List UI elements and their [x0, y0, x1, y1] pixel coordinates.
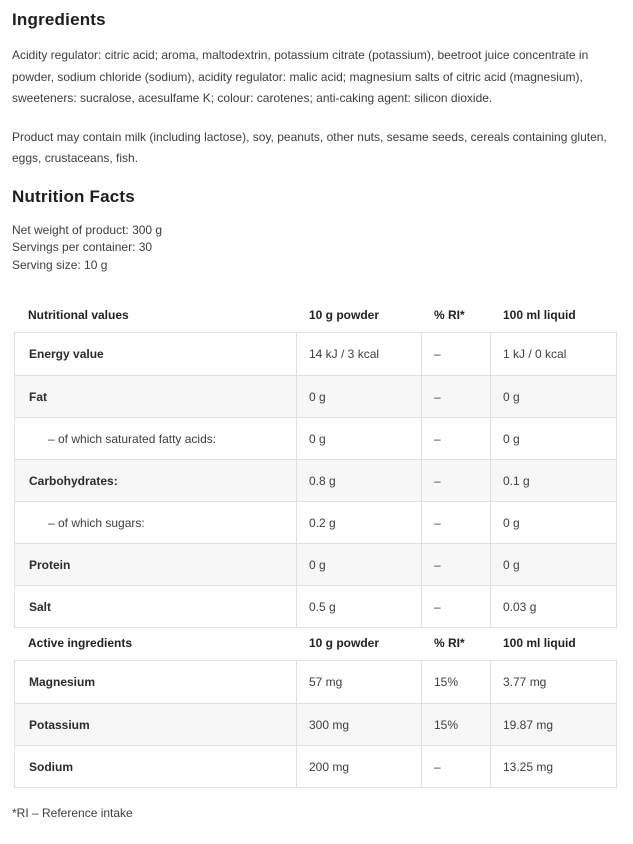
table-row: [15, 745, 616, 787]
nutritional-values-body: [14, 332, 617, 628]
row-liquid-value: 0.03 g: [503, 599, 537, 614]
reference-intake-footnote: *RI – Reference intake: [12, 806, 133, 820]
row-label: Carbohydrates:: [15, 460, 297, 501]
row-ri-value: –: [422, 460, 491, 501]
row-label: Magnesium: [15, 661, 297, 703]
row-liquid-value: 13.25 mg: [503, 759, 554, 774]
row-ri-value: –: [422, 502, 491, 543]
row-powder-value: 300 mg: [297, 704, 422, 745]
nutritional-values-table: [14, 300, 617, 788]
row-ri-value: 15%: [422, 704, 491, 745]
header-active-ingredients: Active ingredients: [28, 636, 133, 650]
table-row: [15, 661, 616, 703]
allergen-paragraph: Product may contain milk (including lactose), soy, peanuts, other nuts, sesame seeds, cereals containing gluten, eggs, crustaceans, fish.: [12, 129, 607, 165]
row-powder-value: 0.5 g: [297, 586, 422, 627]
row-powder-value: 0 g: [297, 418, 422, 459]
row-liquid-value: 0.1 g: [503, 473, 530, 488]
nutrition-meta: [12, 222, 619, 275]
table-row: [15, 703, 616, 745]
net-weight-line: Net weight of product: 300 g: [12, 222, 163, 237]
row-powder-value: 200 mg: [297, 746, 422, 787]
row-liquid-value: 0 g: [503, 515, 520, 530]
row-powder-value: 0 g: [297, 544, 422, 585]
header-powder: 10 g powder: [309, 308, 380, 322]
ingredients-title: Ingredients: [12, 10, 106, 29]
row-liquid-value: 0 g: [503, 389, 520, 404]
row-label: Protein: [15, 544, 297, 585]
row-ri-value: 15%: [422, 661, 491, 703]
table-row: [15, 333, 616, 375]
row-powder-value: 0 g: [297, 376, 422, 417]
row-liquid-value: 0 g: [503, 431, 520, 446]
row-ri-value: –: [422, 376, 491, 417]
row-liquid-value: 3.77 mg: [503, 675, 547, 689]
row-liquid-value: 1 kJ / 0 kcal: [503, 347, 567, 361]
header-ri: % RI*: [434, 636, 465, 650]
table-row: [15, 501, 616, 543]
table-row: [15, 417, 616, 459]
row-label: Energy value: [15, 333, 297, 375]
row-liquid-value: 19.87 mg: [503, 717, 554, 732]
row-label: Sodium: [15, 746, 297, 787]
row-label: Potassium: [15, 704, 297, 745]
row-liquid-value: 0 g: [503, 557, 520, 572]
row-label: Fat: [15, 376, 297, 417]
ingredients-paragraph: Acidity regulator: citric acid; aroma, maltodextrin, potassium citrate (potassium), beetroot juice concentrate in powder, sodium chloride (sodium), acidity regulator: malic acid; magnesium salts of citric acid (magnesium), sweeteners: sucralose, acesulfame K; colour: carotenes; anti-caking agent: silicon dioxide.: [12, 48, 589, 105]
nutrition-facts-title: Nutrition Facts: [12, 186, 135, 206]
header-nutritional-values: Nutritional values: [28, 308, 129, 322]
row-ri-value: –: [422, 544, 491, 585]
serving-size-line: Serving size: 10 g: [12, 257, 108, 272]
table-row: [15, 375, 616, 417]
row-powder-value: 0.2 g: [297, 502, 422, 543]
table-row: [15, 459, 616, 501]
active-ingredients-body: [14, 660, 617, 788]
table-row: [15, 585, 616, 627]
row-label: Salt: [15, 586, 297, 627]
row-label: – of which sugars:: [15, 502, 297, 543]
header-liquid: 100 ml liquid: [503, 308, 576, 322]
row-ri-value: –: [422, 418, 491, 459]
header-ri: % RI*: [434, 308, 465, 322]
row-ri-value: –: [422, 746, 491, 787]
row-powder-value: 0.8 g: [297, 460, 422, 501]
row-powder-value: 14 kJ / 3 kcal: [297, 333, 422, 375]
servings-per-container-line: Servings per container: 30: [12, 240, 153, 254]
active-ingredients-header-row: [14, 628, 617, 660]
header-liquid: 100 ml liquid: [503, 636, 576, 650]
table-row: [15, 543, 616, 585]
header-powder: 10 g powder: [309, 636, 380, 650]
nutritional-values-header-row: [14, 300, 617, 332]
row-label: – of which saturated fatty acids:: [15, 418, 297, 459]
row-ri-value: –: [422, 333, 491, 375]
row-powder-value: 57 mg: [297, 661, 422, 703]
row-ri-value: –: [422, 586, 491, 627]
